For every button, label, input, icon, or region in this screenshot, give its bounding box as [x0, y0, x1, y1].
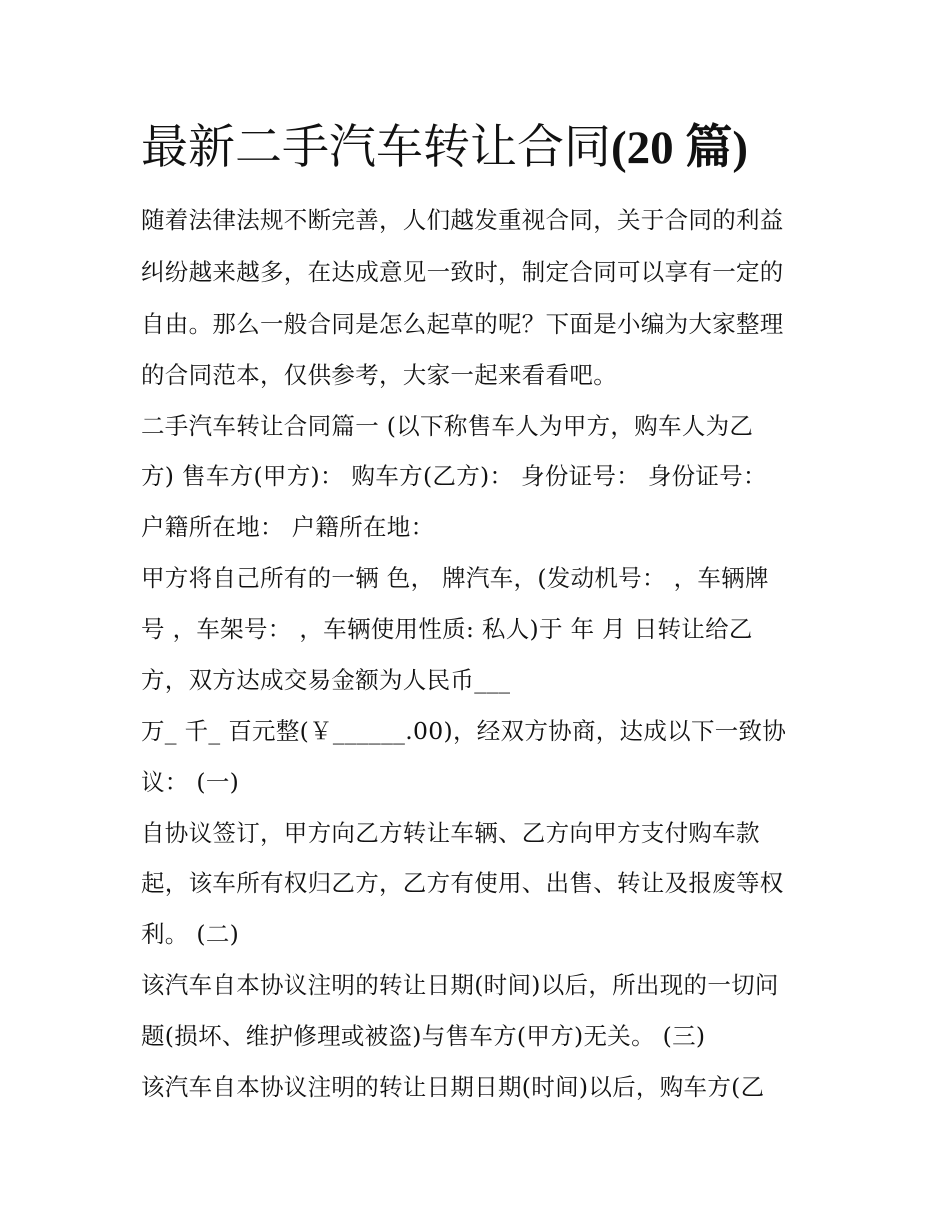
body-line: 纠纷越来越多，在达成意见一致时，制定合同可以享有一定的	[141, 258, 784, 286]
body-line: 方) 售车方(甲方)： 购车方(乙方)： 身份证号： 身份证号：	[141, 462, 767, 490]
body-line: 随着法律法规不断完善，人们越发重视合同，关于合同的利益	[141, 206, 784, 234]
body-line: 起，该车所有权归乙方，乙方有使用、出售、转让及报废等权	[141, 869, 784, 897]
body-line: 该汽车自本协议注明的转让日期(时间)以后，所出现的一切问	[141, 971, 779, 999]
body-line: 万_ 千_ 百元整(￥______.00)，经双方协商，达成以下一致协	[141, 717, 787, 745]
body-line: 自由。那么一般合同是怎么起草的呢？下面是小编为大家整理	[141, 310, 784, 338]
body-line: 户籍所在地： 户籍所在地：	[141, 513, 435, 541]
body-line: 利。 (二)	[141, 920, 240, 948]
body-line: 该汽车自本协议注明的转让日期日期(时间)以后，购车方(乙	[141, 1073, 765, 1101]
title-count: (20 篇)	[611, 122, 749, 174]
body-line: 方，双方达成交易金额为人民币___	[141, 666, 511, 694]
title-text: 最新二手汽车转让合同	[141, 120, 611, 175]
body-line: 的合同范本，仅供参考，大家一起来看看吧。	[141, 361, 617, 389]
document-title	[141, 118, 841, 178]
body-line: 议： (一)	[141, 768, 240, 796]
body-line: 甲方将自己所有的一辆 色， 牌汽车，(发动机号： ，车辆牌	[141, 564, 769, 592]
body-line: 号 ，车架号： ，车辆使用性质: 私人)于 年 月 日转让给乙	[141, 615, 753, 643]
body-line: 二手汽车转让合同篇一 (以下称售车人为甲方，购车人为乙	[141, 412, 754, 440]
body-line: 自协议签订，甲方向乙方转让车辆、乙方向甲方支付购车款	[141, 819, 760, 847]
body-line: 题(损坏、维护修理或被盗)与售车方(甲方)无关。 (三)	[141, 1022, 706, 1050]
